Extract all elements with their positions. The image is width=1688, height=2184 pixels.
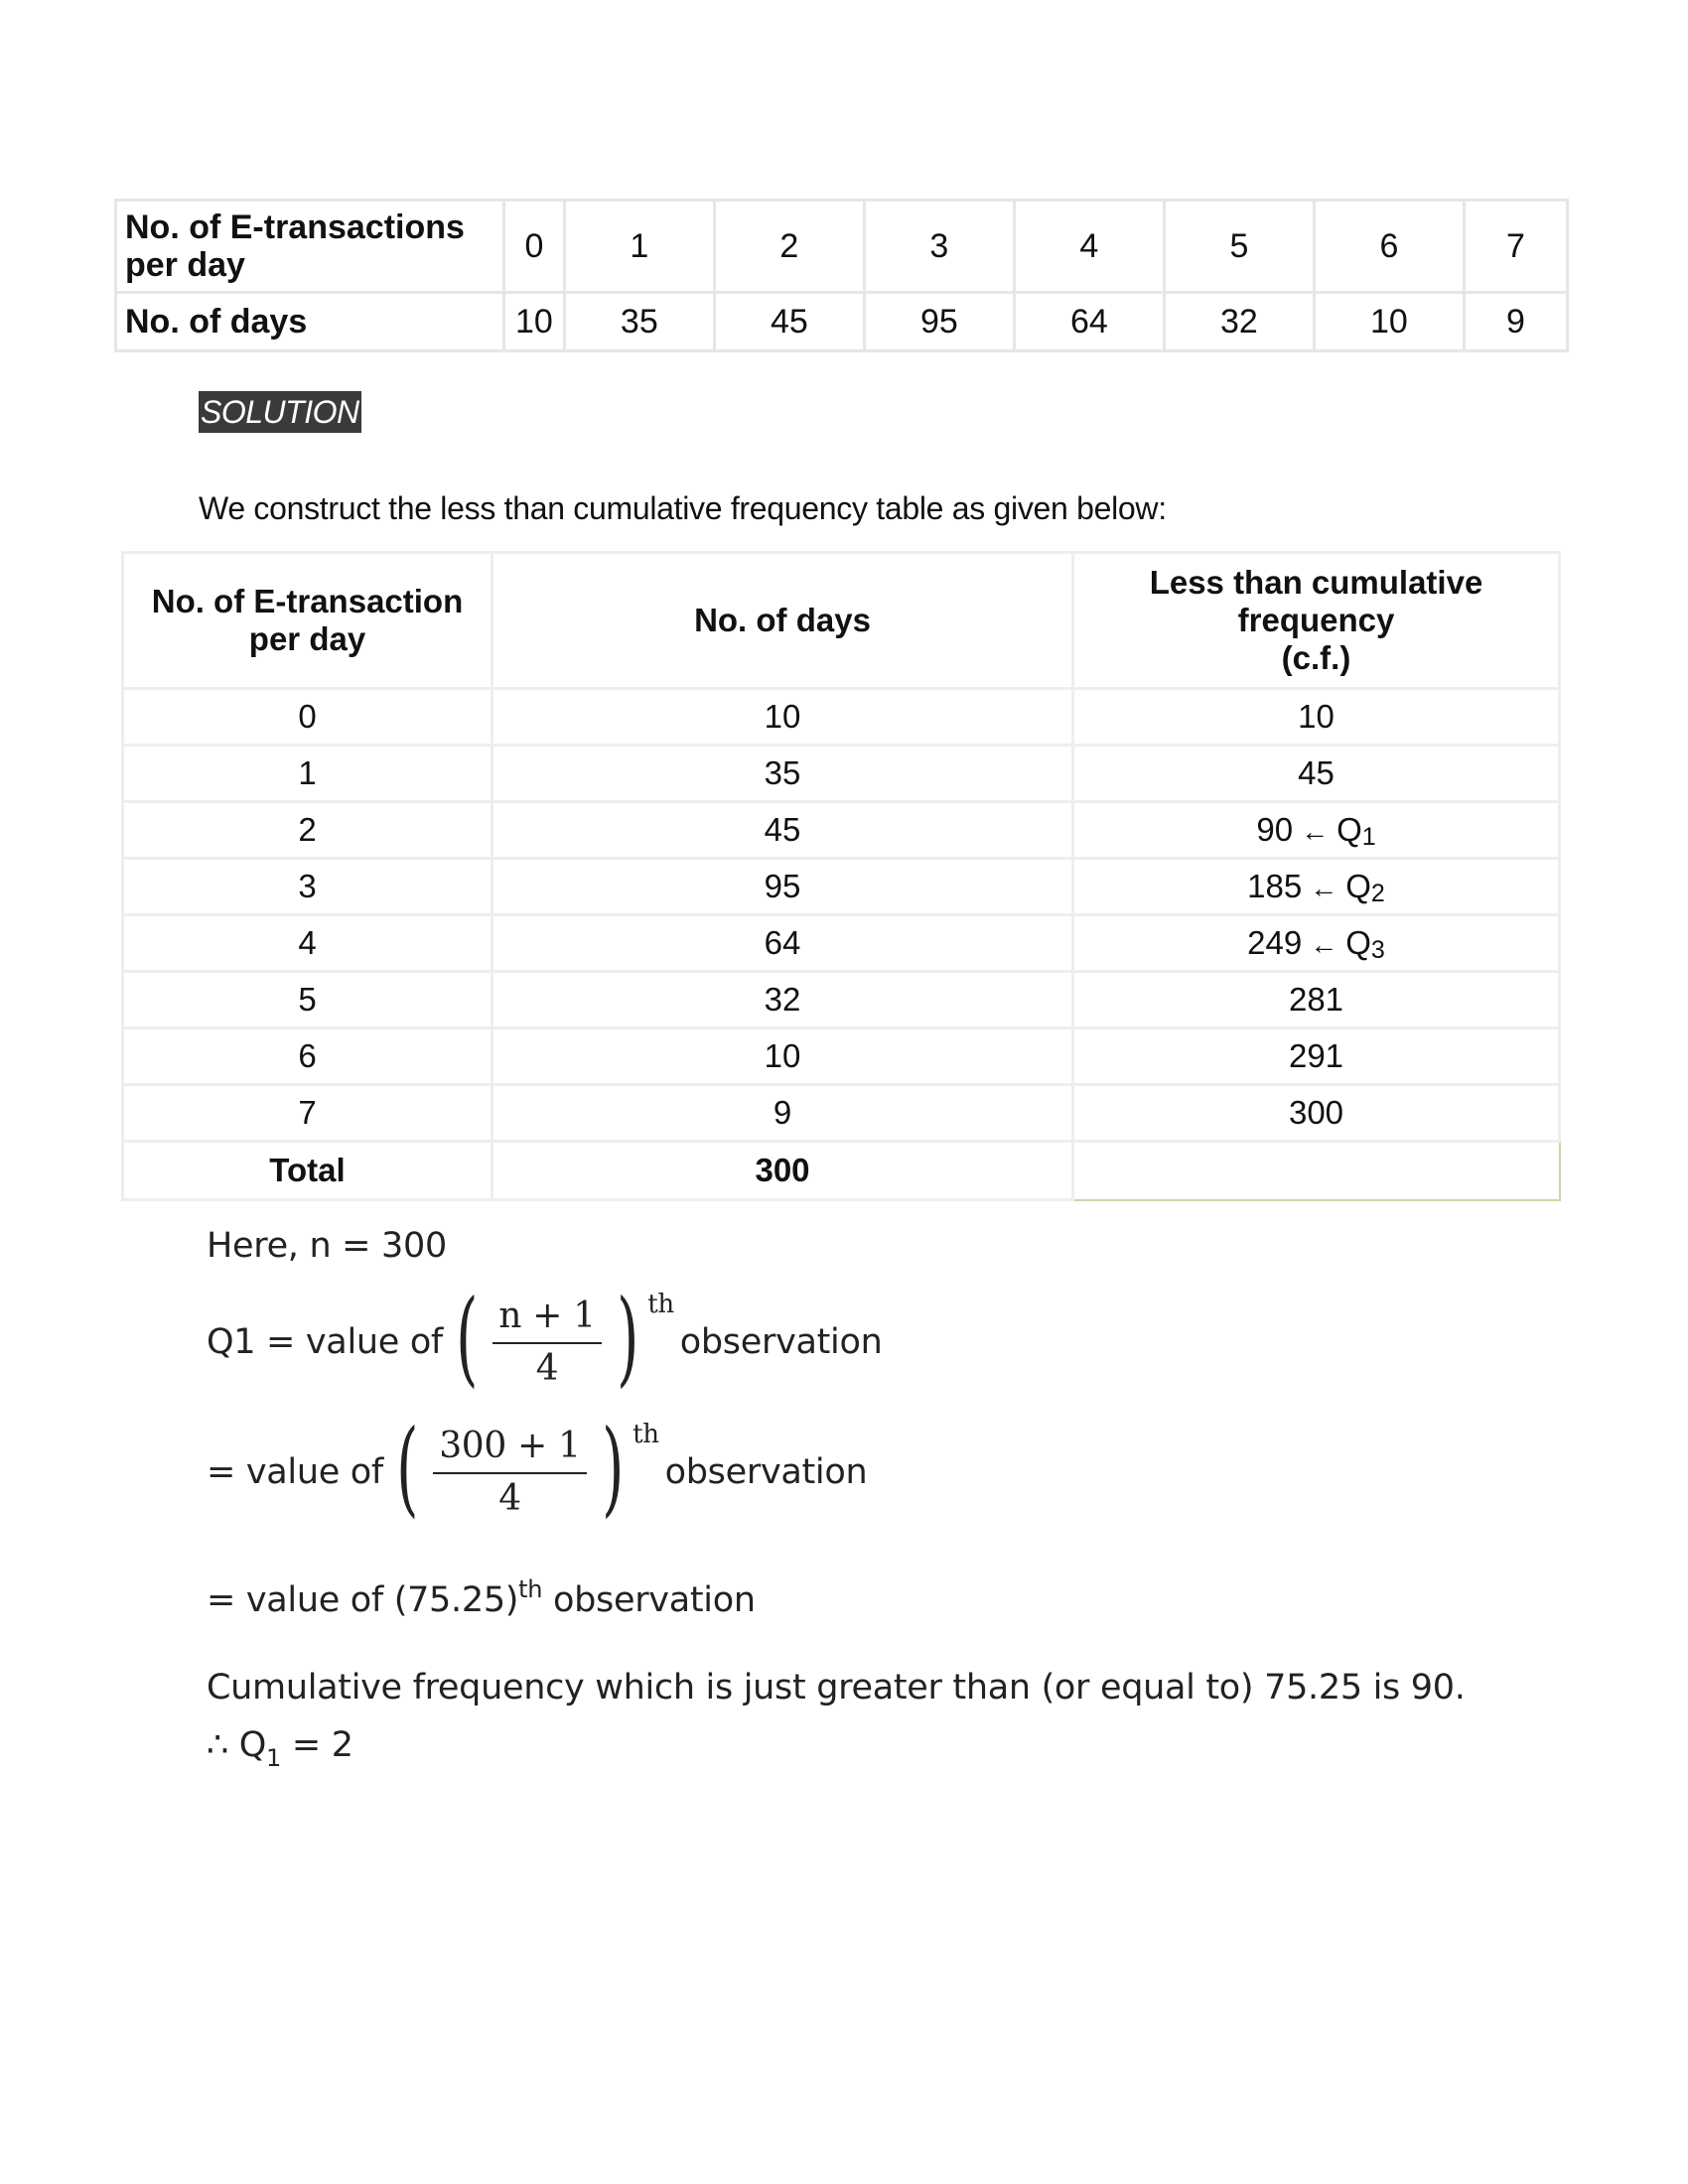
table-cell: 1: [564, 201, 714, 293]
fraction-denominator: 4: [498, 1478, 521, 1519]
left-paren: (: [456, 1277, 479, 1398]
therefore-q: ∴ Q: [207, 1725, 267, 1765]
cell-cumulative-frequency: [1073, 1085, 1560, 1142]
cell-cumulative-frequency: [1073, 1028, 1560, 1085]
quartile-letter: Q: [1345, 924, 1371, 961]
total-value: 300: [492, 1142, 1073, 1200]
cell-transactions: 0: [123, 689, 492, 746]
calc-line-value: [207, 1575, 756, 1620]
table-cell: 45: [714, 293, 864, 351]
fraction-n-plus-1-over-4: [492, 1296, 602, 1389]
superscript-th: th: [633, 1420, 659, 1449]
cell-days: 9: [492, 1085, 1073, 1142]
right-paren: ): [616, 1277, 639, 1398]
cell-transactions: 6: [123, 1028, 492, 1085]
cell-transactions: 3: [123, 859, 492, 915]
left-arrow-icon: ←: [1310, 873, 1338, 903]
table-row: [123, 802, 1560, 859]
cf-value: 10: [1298, 698, 1335, 735]
equals-2: = 2: [281, 1725, 353, 1765]
calc-line-explanation: Cumulative frequency which is just greater than (or equal to) 75.25 is 90.: [207, 1668, 1466, 1707]
cell-transactions: 1: [123, 746, 492, 802]
fraction-denominator: 4: [535, 1348, 559, 1389]
transactions-row-header: No. of E-transactions per day: [116, 201, 504, 293]
fraction-numerator: 300 + 1: [433, 1426, 587, 1474]
table-cell: 95: [864, 293, 1014, 351]
intro-text: We construct the less than cumulative frequency table as given below:: [199, 490, 1167, 526]
empty-cell: [1073, 1142, 1560, 1200]
table-row: [123, 689, 1560, 746]
cell-cumulative-frequency: [1073, 972, 1560, 1028]
cell-days: 35: [492, 746, 1073, 802]
cell-transactions: 4: [123, 915, 492, 972]
cell-days: 64: [492, 915, 1073, 972]
table-cell: 10: [504, 293, 565, 351]
total-label: Total: [123, 1142, 492, 1200]
cell-cumulative-frequency: [1073, 802, 1560, 859]
superscript-th: th: [647, 1290, 674, 1319]
total-row: [123, 1142, 1560, 1200]
cell-cumulative-frequency: [1073, 859, 1560, 915]
left-arrow-icon: ←: [1310, 929, 1338, 960]
observation-word: observation: [679, 1322, 883, 1362]
cf-value: 281: [1288, 981, 1344, 1018]
table-cell: 6: [1314, 201, 1464, 293]
cell-cumulative-frequency: [1073, 915, 1560, 972]
table-cell: 32: [1164, 293, 1314, 351]
left-arrow-icon: ←: [1301, 816, 1330, 847]
observation-word: observation: [664, 1452, 868, 1492]
table-cell: 2: [714, 201, 864, 293]
fraction-300-plus-1-over-4: [433, 1426, 587, 1519]
quartile-index: 3: [1370, 936, 1385, 964]
superscript-th: th: [518, 1575, 543, 1603]
right-paren: ): [601, 1407, 624, 1528]
header-cumulative-frequency: Less than cumulative frequency (c.f.): [1073, 553, 1560, 689]
cf-value: 291: [1288, 1037, 1344, 1074]
cf-value: 185: [1247, 868, 1303, 904]
calc-line-n: Here, n = 300: [207, 1226, 447, 1266]
header-days: No. of days: [492, 553, 1073, 689]
table-row: [123, 915, 1560, 972]
given-data-table: [114, 199, 1569, 352]
cumulative-frequency-table: [121, 551, 1561, 1201]
table-cell: 7: [1464, 201, 1567, 293]
table-body: [123, 689, 1560, 1200]
days-row: [116, 293, 1568, 351]
quartile-letter: Q: [1345, 868, 1371, 904]
table-row: [123, 1085, 1560, 1142]
table-row: [123, 746, 1560, 802]
cell-transactions: 7: [123, 1085, 492, 1142]
cf-value: 300: [1288, 1094, 1344, 1131]
table-row: [123, 859, 1560, 915]
table-cell: 64: [1014, 293, 1164, 351]
table-cell: 3: [864, 201, 1014, 293]
cell-transactions: 5: [123, 972, 492, 1028]
table-cell: 4: [1014, 201, 1164, 293]
header-transactions: No. of E-transaction per day: [123, 553, 492, 689]
cell-days: 95: [492, 859, 1073, 915]
table-cell: 5: [1164, 201, 1314, 293]
value-of-label: = value of: [207, 1452, 383, 1492]
table-cell: 9: [1464, 293, 1567, 351]
cell-days: 32: [492, 972, 1073, 1028]
fraction-numerator: n + 1: [492, 1296, 602, 1344]
transactions-row: [116, 201, 1568, 293]
quartile-index: 1: [1361, 823, 1376, 851]
cell-transactions: 2: [123, 802, 492, 859]
table-row: [123, 1028, 1560, 1085]
cf-value: 45: [1298, 754, 1335, 791]
cell-days: 10: [492, 1028, 1073, 1085]
table-header-row: [123, 553, 1560, 689]
table-row: [123, 972, 1560, 1028]
calc-line-substitution: [207, 1407, 868, 1528]
table-cell: 35: [564, 293, 714, 351]
cell-cumulative-frequency: [1073, 689, 1560, 746]
cf-value: 249: [1247, 924, 1303, 961]
subscript-1: 1: [266, 1744, 282, 1772]
solution-label: SOLUTION: [199, 391, 361, 433]
quartile-index: 2: [1370, 880, 1385, 907]
cell-cumulative-frequency: [1073, 746, 1560, 802]
calc-line-q1-formula: [207, 1277, 883, 1398]
left-paren: (: [395, 1407, 419, 1528]
table-cell: 10: [1314, 293, 1464, 351]
quartile-letter: Q: [1336, 811, 1362, 848]
calc-line-result: [207, 1725, 353, 1772]
cf-value: 90: [1256, 811, 1294, 848]
cell-days: 10: [492, 689, 1073, 746]
table-cell: 0: [504, 201, 565, 293]
q1-label: Q1 = value of: [207, 1322, 443, 1362]
cell-days: 45: [492, 802, 1073, 859]
value-of-75-25: = value of (75.25): [207, 1580, 519, 1620]
observation-word: observation: [542, 1580, 756, 1620]
days-row-header: No. of days: [116, 293, 504, 351]
